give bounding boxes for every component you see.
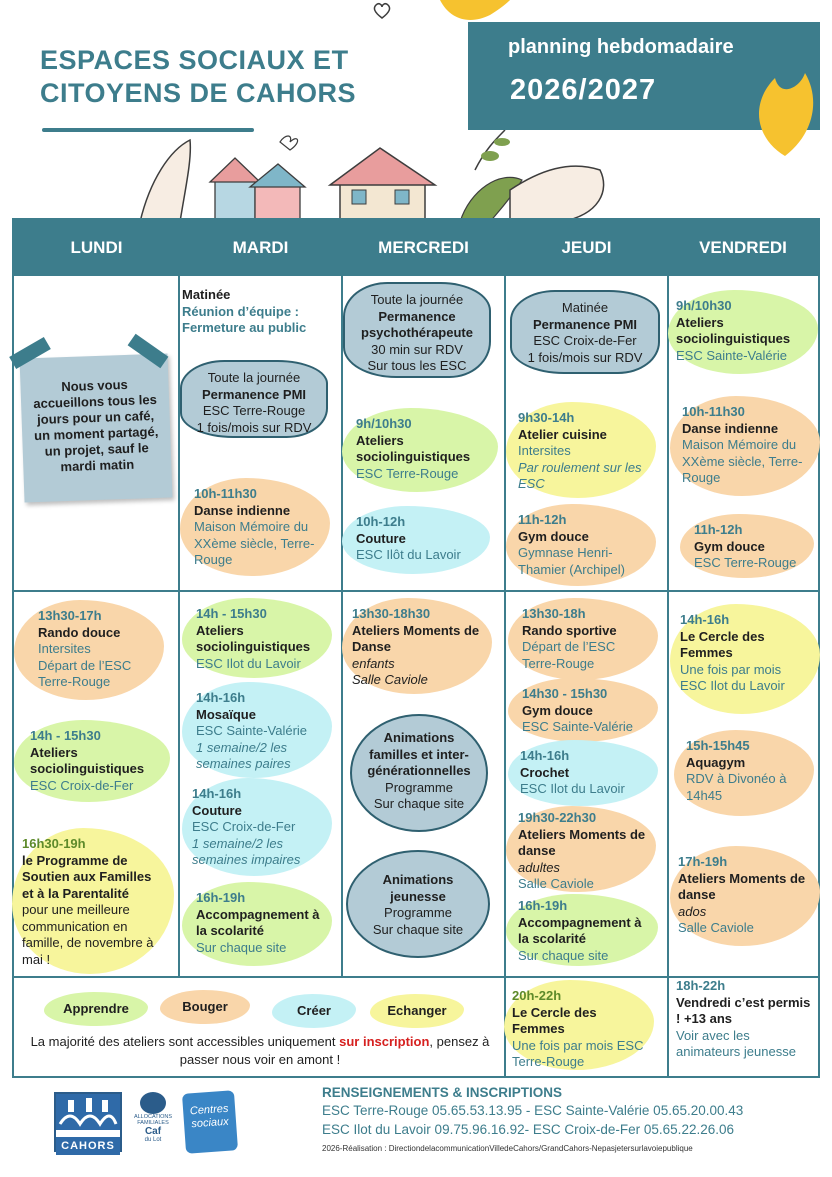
activity-time: 10h-12h: [356, 514, 406, 529]
leaf-decoration-icon: [745, 68, 825, 158]
caf-text-4: du Lot: [144, 1137, 162, 1143]
activity-time: 9h30-14h: [518, 410, 575, 425]
activity-place: Intersites: [38, 641, 91, 656]
activity-place: Gymnase Henri-Thamier (Archipel): [518, 545, 625, 577]
mardi-mosaique: [182, 682, 332, 778]
caf-text-2: FAMILIALES: [137, 1120, 169, 1126]
caf-text-3: Caf: [144, 1126, 162, 1137]
activity-title: Animations familles et inter-générationnelles: [367, 730, 471, 778]
activity-place: Sur chaque site: [196, 939, 287, 955]
leaf-decoration-icon: [440, 0, 510, 25]
activity-note: ados: [678, 903, 707, 919]
mardi-couture: [182, 778, 332, 876]
jeudi-atelier-cuisine: [506, 402, 656, 498]
activity-title: Le Cercle des Femmes: [512, 1004, 597, 1036]
activity-title: Ateliers sociolinguistiques: [676, 314, 791, 346]
activity-place: Salle Caviole: [352, 672, 428, 687]
activity-note: 1 semaine/2 les semaines paires: [196, 739, 291, 771]
mercredi-sociolinguistiques: [342, 408, 498, 492]
activity-title: Gym douce: [518, 528, 589, 544]
activity-time: 11h-12h: [518, 512, 567, 527]
activity-title: Ateliers sociolinguistiques: [30, 744, 145, 776]
vendredi-soir-jeunesse: [676, 978, 814, 1061]
pmi-title: Permanence PMI: [532, 316, 638, 332]
activity-place: ESC Croix-de-Fer: [30, 777, 134, 793]
activity-place: Maison Mémoire du XXème siècle, Terre-Rouge: [194, 519, 315, 567]
activity-place: Sur chaque site: [373, 796, 465, 811]
column-divider: [504, 276, 506, 1076]
mardi-morning-closure: [182, 287, 327, 337]
activity-place: ESC Sainte-Valérie: [522, 719, 634, 734]
activity-place: Voir avec les animateurs jeunesse: [676, 1027, 796, 1059]
jeudi-crochet: [508, 740, 658, 806]
activity-title: Ateliers sociolinguistiques: [196, 622, 311, 654]
activity-title: Gym douce: [694, 538, 765, 554]
activity-time: 14h-16h: [196, 690, 246, 705]
psy-title: Permanence psychothérapeute: [361, 308, 473, 340]
activity-title: Accompagnement à la scolarité: [196, 906, 320, 938]
day-header-mercredi: MERCREDI: [378, 238, 469, 257]
vendredi-gym-douce: [680, 514, 814, 578]
mardi-pmi-line1: Toute la journée: [207, 370, 301, 385]
banner-subtitle: planning hebdomadaire: [508, 36, 734, 58]
activity-place: Une fois par mois ESC Terre-Rouge: [512, 1037, 644, 1069]
contacts-line-1: ESC Terre-Rouge 05.65.53.13.95 - ESC Sainte-Valérie 05.65.20.00.43: [322, 1103, 744, 1118]
activity-place: ESC Croix-de-Fer: [192, 819, 296, 834]
activity-title: Ateliers Moments de danse: [678, 870, 806, 902]
activity-note: enfants: [352, 655, 395, 671]
psy-line1: Toute la journée: [370, 292, 464, 307]
contacts-title: RENSEIGNEMENTS & INSCRIPTIONS: [322, 1085, 563, 1100]
days-header-row: [14, 220, 818, 276]
activity-title: Ateliers sociolinguistiques: [356, 432, 471, 464]
registration-note-highlight: sur inscription: [339, 1034, 430, 1049]
activity-place: Sur chaque site: [372, 921, 464, 937]
activity-place-detail: Départ de l’ESC Terre-Rouge: [38, 657, 132, 689]
activity-place: Salle Caviole: [518, 876, 594, 891]
registration-note: [20, 1033, 500, 1069]
activity-time: 13h30-18h30: [352, 606, 431, 621]
psy-duration: 30 min sur RDV: [371, 341, 463, 357]
activity-time: 14h-16h: [680, 612, 730, 627]
day-header-jeudi: JEUDI: [561, 238, 612, 257]
column-divider: [667, 276, 669, 1076]
mardi-danse-indienne: [180, 478, 330, 576]
activity-place: ESC Ilot du Lavoir: [520, 781, 625, 796]
activity-time: 14h - 15h30: [196, 606, 267, 621]
day-header-lundi: LUNDI: [70, 238, 123, 257]
lundi-programme-soutien: [12, 828, 174, 974]
legend-apprendre: Apprendre: [44, 992, 148, 1026]
cahors-logo-text: CAHORS: [56, 1137, 120, 1155]
vendredi-danse-indienne: [670, 396, 820, 496]
activity-title: Crochet: [520, 764, 570, 780]
activity-time: 9h/10h30: [356, 416, 412, 431]
activity-title: Aquagym: [686, 754, 746, 770]
contacts-line-2: ESC Ilot du Lavoir 09.75.96.16.92- ESC Croix-de-Fer 05.65.22.26.06: [322, 1122, 734, 1137]
activity-title: Atelier cuisine: [518, 426, 607, 442]
activity-title: Accompagnement à la scolarité: [518, 914, 642, 946]
vendredi-aquagym: [674, 730, 814, 816]
pmi-place: ESC Croix-de-Fer: [533, 333, 637, 348]
activity-time: 14h - 15h30: [30, 728, 101, 743]
activity-place: Départ de l’ESC Terre-Rouge: [522, 639, 616, 671]
column-divider: [178, 276, 180, 976]
activity-time: 18h-22h: [676, 978, 726, 993]
caf-flower-icon: [140, 1092, 166, 1114]
activity-place: RDV à Divonéo à 14h45: [686, 771, 787, 803]
activity-place: ESC Terre-Rouge: [694, 555, 797, 570]
title-line-2: CITOYENS DE CAHORS: [40, 78, 357, 108]
mardi-pmi-freq: 1 fois/mois sur RDV: [196, 419, 312, 435]
day-header-vendredi: VENDREDI: [699, 238, 787, 257]
activity-time: 13h30-18h: [522, 606, 586, 621]
vendredi-moments-de-danse: [670, 846, 820, 946]
activity-note: 1 semaine/2 les semaines impaires: [192, 835, 301, 867]
caf-logo: [130, 1092, 176, 1152]
activity-time: 14h30 - 15h30: [522, 686, 608, 701]
activity-time: 16h-19h: [196, 890, 246, 905]
registration-note-before: La majorité des ateliers sont accessibles uniquement: [30, 1034, 340, 1049]
mardi-pmi-title: Permanence PMI: [201, 386, 307, 402]
centres-sociaux-logo: [182, 1090, 238, 1153]
activity-time: 14h-16h: [192, 786, 242, 801]
activity-time: 10h-11h30: [194, 486, 257, 501]
psy-place: Sur tous les ESC: [367, 358, 467, 373]
jeudi-rando-sportive: [508, 598, 658, 680]
mercredi-animations-familles: [350, 714, 488, 832]
mardi-sociolinguistiques: [182, 598, 332, 678]
mercredi-moments-de-danse: [342, 598, 492, 694]
jeudi-gym-douce: [508, 678, 658, 742]
activity-place: Une fois par mois ESC Ilot du Lavoir: [680, 661, 785, 693]
activity-title: Rando sportive: [522, 622, 617, 638]
legend-bouger: Bouger: [160, 990, 250, 1024]
mardi-matinee-label: Matinée: [182, 287, 231, 302]
activity-title: Rando douce: [38, 624, 121, 640]
activity-time: 16h-19h: [518, 898, 568, 913]
row-divider: [14, 590, 818, 592]
activity-title: Couture: [192, 802, 242, 818]
welcome-note: [20, 353, 173, 502]
heart-icon: [372, 2, 392, 20]
activity-place: Salle Caviole: [678, 920, 754, 935]
activity-time: 20h-22h: [512, 988, 562, 1003]
jeudi-moments-de-danse: [506, 806, 656, 892]
activity-time: 10h-11h30: [682, 404, 745, 419]
activity-place: ESC Ilôt du Lavoir: [356, 547, 461, 562]
activity-program: Programme: [385, 779, 453, 795]
activity-title: Ateliers Moments de Danse: [352, 622, 480, 654]
activity-time: 16h30-19h: [22, 836, 86, 851]
lundi-sociolinguistiques: [14, 720, 170, 802]
activity-time: 14h-16h: [520, 748, 570, 763]
legend-echanger: Echanger: [370, 994, 464, 1028]
registration-note-after: , pensez à passer nous voir en amont !: [179, 1034, 490, 1067]
activity-place: Maison Mémoire du XXème siècle, Terre-Rouge: [682, 437, 803, 485]
activity-time: 13h30-17h: [38, 608, 102, 623]
activity-program: Programme: [384, 905, 452, 920]
activity-title: Vendredi c’est permis ! +13 ans: [676, 994, 811, 1026]
activity-place: ESC Terre-Rouge: [356, 465, 459, 481]
activity-time: 19h30-22h30: [518, 810, 597, 825]
mardi-pmi-box: [180, 360, 328, 438]
mercredi-psy-box: [343, 282, 491, 378]
activity-note: Par roulement sur les ESC: [518, 459, 642, 491]
jeudi-pmi-box: [510, 290, 660, 374]
activity-description: pour une meilleure communication en famille, de novembre à mai !: [22, 902, 154, 967]
activity-place: Sur chaque site: [518, 947, 609, 963]
activity-title: Couture: [356, 530, 406, 546]
bridge-icon: [56, 1094, 120, 1130]
lundi-rando-douce: [14, 600, 164, 700]
jeudi-gym-douce: [506, 504, 656, 586]
pmi-freq: 1 fois/mois sur RDV: [527, 349, 643, 365]
activity-time: 9h/10h30: [676, 298, 732, 313]
activity-title: Ateliers Moments de danse: [518, 826, 646, 858]
activity-title: Mosaïque: [196, 706, 256, 722]
activity-place: Intersites: [518, 443, 571, 458]
activity-note: adultes: [518, 859, 560, 875]
activity-place: ESC Ilot du Lavoir: [196, 655, 301, 671]
activity-title: Gym douce: [522, 702, 593, 718]
title-line-1: ESPACES SOCIAUX ET: [40, 45, 349, 75]
welcome-note-text: Nous vous accueillons tous les jours pour un café, un moment partagé, un projet, sauf le mardi matin: [33, 376, 159, 475]
caf-text-1: ALLOCATIONS: [133, 1114, 173, 1120]
page-title: [40, 44, 356, 110]
activity-time: 17h-19h: [678, 854, 728, 869]
activity-time: 15h-15h45: [686, 738, 750, 753]
mardi-reunion-text: Réunion d’équipe : Fermeture au public: [182, 303, 307, 335]
column-divider: [341, 276, 343, 976]
activity-place: ESC Sainte-Valérie: [196, 723, 308, 738]
activity-time: 11h-12h: [694, 522, 743, 537]
activity-place: ESC Sainte-Valérie: [676, 347, 788, 363]
jeudi-accompagnement-scolarite: [506, 894, 658, 966]
mardi-accompagnement-scolarite: [182, 882, 332, 966]
activity-title: le Programme de Soutien aux Familles et à la Parentalité: [22, 852, 152, 901]
activity-title: Animations jeunesse: [382, 872, 454, 904]
jeudi-soir-cercle-des-femmes: [504, 980, 654, 1070]
mardi-pmi-place: ESC Terre-Rouge: [202, 403, 306, 418]
banner-year: 2026/2027: [510, 74, 657, 106]
day-header-mardi: MARDI: [232, 238, 289, 257]
activity-title: Danse indienne: [194, 502, 291, 518]
cahors-logo: [54, 1092, 122, 1152]
credits: 2026-Réalisation : DirectiondelacommunicationVilledeCahors/GrandCahors-Nepasjetersurlavoiepublique: [322, 1144, 693, 1153]
activity-title: Le Cercle des Femmes: [680, 628, 765, 660]
mercredi-animations-jeunesse: [346, 850, 490, 958]
pmi-line1: Matinée: [561, 300, 609, 315]
houses-illustration: [130, 130, 650, 222]
vendredi-sociolinguistiques: [668, 290, 818, 374]
centres-sociaux-text: Centres sociaux: [189, 1102, 230, 1131]
legend-creer: Créer: [272, 994, 356, 1028]
activity-title: Danse indienne: [682, 420, 779, 436]
